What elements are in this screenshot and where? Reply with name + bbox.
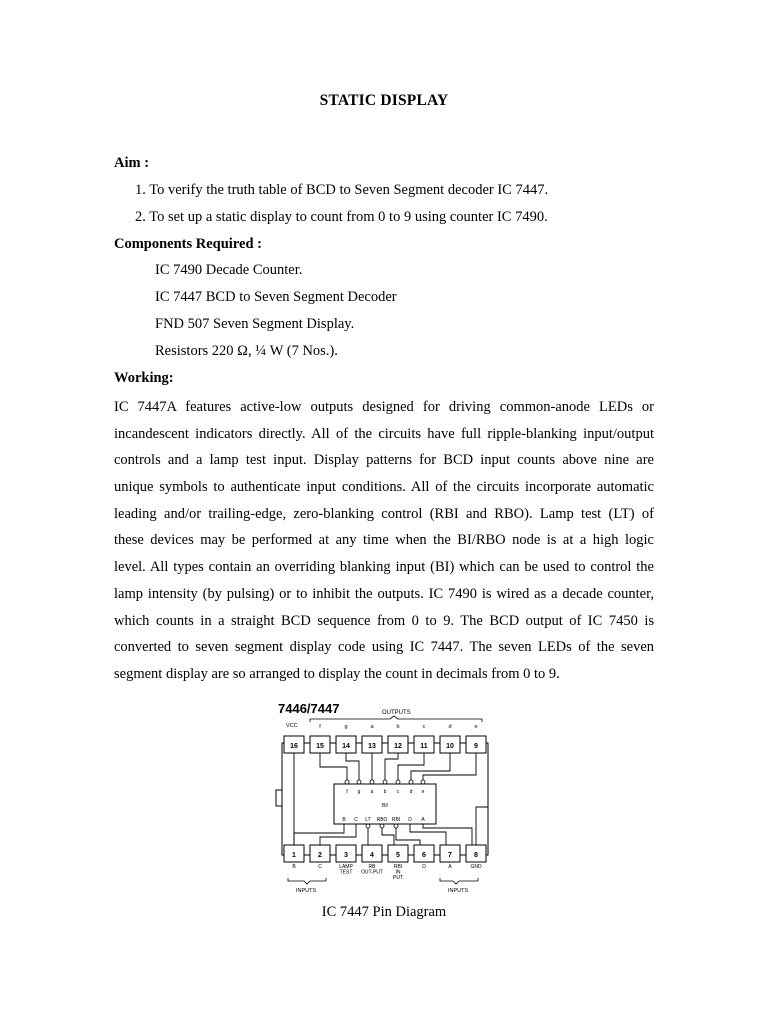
bottom-pin <box>440 845 460 862</box>
bottom-pin-number: 4 <box>370 852 374 859</box>
top-pin <box>336 736 356 753</box>
block-top-label: d <box>409 789 413 795</box>
top-pin <box>466 736 486 753</box>
working-line: leading and/or trailing-edge, zero-blanking control (RBI and RBO). Lamp test (LT) of <box>114 505 654 522</box>
block-bottom-label: C <box>354 817 358 823</box>
block-bottom-label: RBI <box>391 817 401 823</box>
top-pin-number: 12 <box>394 743 402 750</box>
bottom-pin-number: 3 <box>344 852 348 859</box>
block-top-label: b <box>383 789 387 795</box>
page-title: STATIC DISPLAY <box>319 92 449 109</box>
bottom-pin <box>310 845 330 862</box>
bottom-pin <box>284 845 304 862</box>
aim-item-2: 2. To set up a static display to count from 0 to 9 using counter IC 7490. <box>135 209 548 225</box>
top-pin-number: 15 <box>316 743 324 750</box>
bottom-pin-label <box>292 864 296 870</box>
working-line: level. All types contain an overriding blanking input (BI) which can be used to control the <box>114 559 654 576</box>
top-pin <box>388 736 408 753</box>
bottom-pin-label-part: A <box>448 864 452 870</box>
bottom-pin-label-part: IN <box>395 869 401 876</box>
top-pin <box>440 736 460 753</box>
working-line: which counts in a straight BCD sequence from 0 to 9. The BCD output of IC 7450 is <box>114 612 654 629</box>
component-item-3: FND 507 Seven Segment Display. <box>155 316 355 332</box>
block-top-label: c <box>396 789 400 795</box>
block-bottom-label: A <box>421 817 425 823</box>
diagram-caption: IC 7447 Pin Diagram <box>321 904 447 920</box>
block-bottom-label: LT <box>365 817 371 823</box>
component-item-2: IC 7447 BCD to Seven Segment Decoder <box>155 289 397 305</box>
top-pin-label: d <box>448 724 452 730</box>
working-line: lamp intensity (by pulsing) or to inhibit the outputs. IC 7490 is wired as a decade counter, <box>114 585 654 602</box>
bottom-pin-label-part: LAMP <box>339 864 353 870</box>
block-top-label: g <box>357 789 361 795</box>
working-line: these devices may be performed at any time when the BI/RBO node is at a high logic <box>114 532 654 549</box>
top-pin-number: 13 <box>368 743 376 750</box>
working-line: incandescent indicators directly. All of the circuits have full ripple-blanking input/output <box>114 425 654 442</box>
bottom-pin-number: 6 <box>422 852 426 859</box>
bottom-pin-label-part: OUT-PUT <box>361 869 383 876</box>
bottom-pin <box>336 845 356 862</box>
top-pin <box>362 736 382 753</box>
bottom-pin-label <box>318 864 322 870</box>
top-pin-number: 11 <box>420 743 428 750</box>
bottom-pin-number: 1 <box>292 852 296 859</box>
inputs-label-left: INPUTS <box>296 888 317 894</box>
bottom-pin-label-part: RB <box>368 864 376 870</box>
top-pin-label: c <box>422 724 426 730</box>
working-line: unique symbols to authenticate input conditions. All of the circuits incorporate automatic <box>114 479 654 496</box>
aim-item-1: 1. To verify the truth table of BCD to Seven Segment decoder IC 7447. <box>135 182 549 198</box>
bottom-pin-label <box>422 864 426 870</box>
top-pin-number: 16 <box>290 743 298 750</box>
top-pin <box>414 736 434 753</box>
working-line: controls and a lamp test input. Display patterns for BCD input counts above nine are <box>114 452 654 469</box>
top-pin-label: e <box>474 724 478 730</box>
top-pin-number: 14 <box>342 743 350 750</box>
bottom-pin-label <box>393 864 403 881</box>
top-pin <box>310 736 330 753</box>
top-pin-label: b <box>396 724 400 730</box>
bottom-pin <box>466 845 486 862</box>
bottom-pin-label <box>339 864 353 876</box>
bottom-pin-label-part: TEST <box>339 869 353 876</box>
top-pin-number: 9 <box>474 743 478 750</box>
bottom-pin-label <box>470 864 482 870</box>
bottom-pin-label-part: PUT <box>393 875 403 881</box>
bottom-pin-number: 2 <box>318 852 322 859</box>
working-paragraph <box>114 394 654 688</box>
top-pin-label: f <box>319 724 321 730</box>
bottom-pin-label <box>361 864 383 876</box>
top-pin-label: g <box>344 724 348 730</box>
chip-name: 7446/7447 <box>278 701 340 716</box>
components-heading: Components Required : <box>114 236 262 252</box>
bottom-pin <box>362 845 382 862</box>
block-bottom-label: D <box>408 817 412 823</box>
bottom-pin-label-part: D <box>422 864 426 870</box>
inputs-label-right: INPUTS <box>448 888 469 894</box>
top-pin <box>284 736 304 753</box>
bottom-pin <box>414 845 434 862</box>
block-top-label: a <box>370 789 374 795</box>
bottom-pin-label-part: C <box>318 864 322 870</box>
top-pin-label: a <box>370 724 374 730</box>
bottom-pin-number: 8 <box>474 852 478 859</box>
working-line: converted to seven segment display code using IC 7447. The seven LEDs of the seven <box>114 639 654 656</box>
component-item-4: Resistors 220 Ω, ¼ W (7 Nos.). <box>155 343 338 359</box>
outputs-label: OUTPUTS <box>382 710 411 716</box>
bottom-pin-number: 7 <box>448 852 452 859</box>
working-line: segment display are so arranged to display the count in decimals from 0 to 9. <box>114 665 560 682</box>
working-heading: Working: <box>114 370 174 386</box>
block-top-label: f <box>346 789 348 795</box>
block-bi-label: BI/ <box>382 803 389 809</box>
component-item-1: IC 7490 Decade Counter. <box>155 262 303 278</box>
block-bottom-label: RBO <box>376 817 388 823</box>
ic-7447-pin-diagram <box>270 695 500 895</box>
bottom-pin <box>388 845 408 862</box>
block-bottom-label: B <box>342 817 346 823</box>
working-line: IC 7447A features active-low outputs designed for driving common-anode LEDs or <box>114 399 654 415</box>
bottom-pin-label-part: RBI <box>393 864 403 870</box>
top-pin-number: 10 <box>446 743 454 750</box>
bottom-pin-label-part: B <box>292 864 296 870</box>
bottom-pin-number: 5 <box>396 852 400 859</box>
bottom-pin-label <box>448 864 452 870</box>
vcc-label: VCC <box>286 723 298 729</box>
block-top-label: e <box>421 789 425 795</box>
bottom-pin-label-part: GND <box>470 864 482 870</box>
aim-heading: Aim : <box>114 155 150 171</box>
